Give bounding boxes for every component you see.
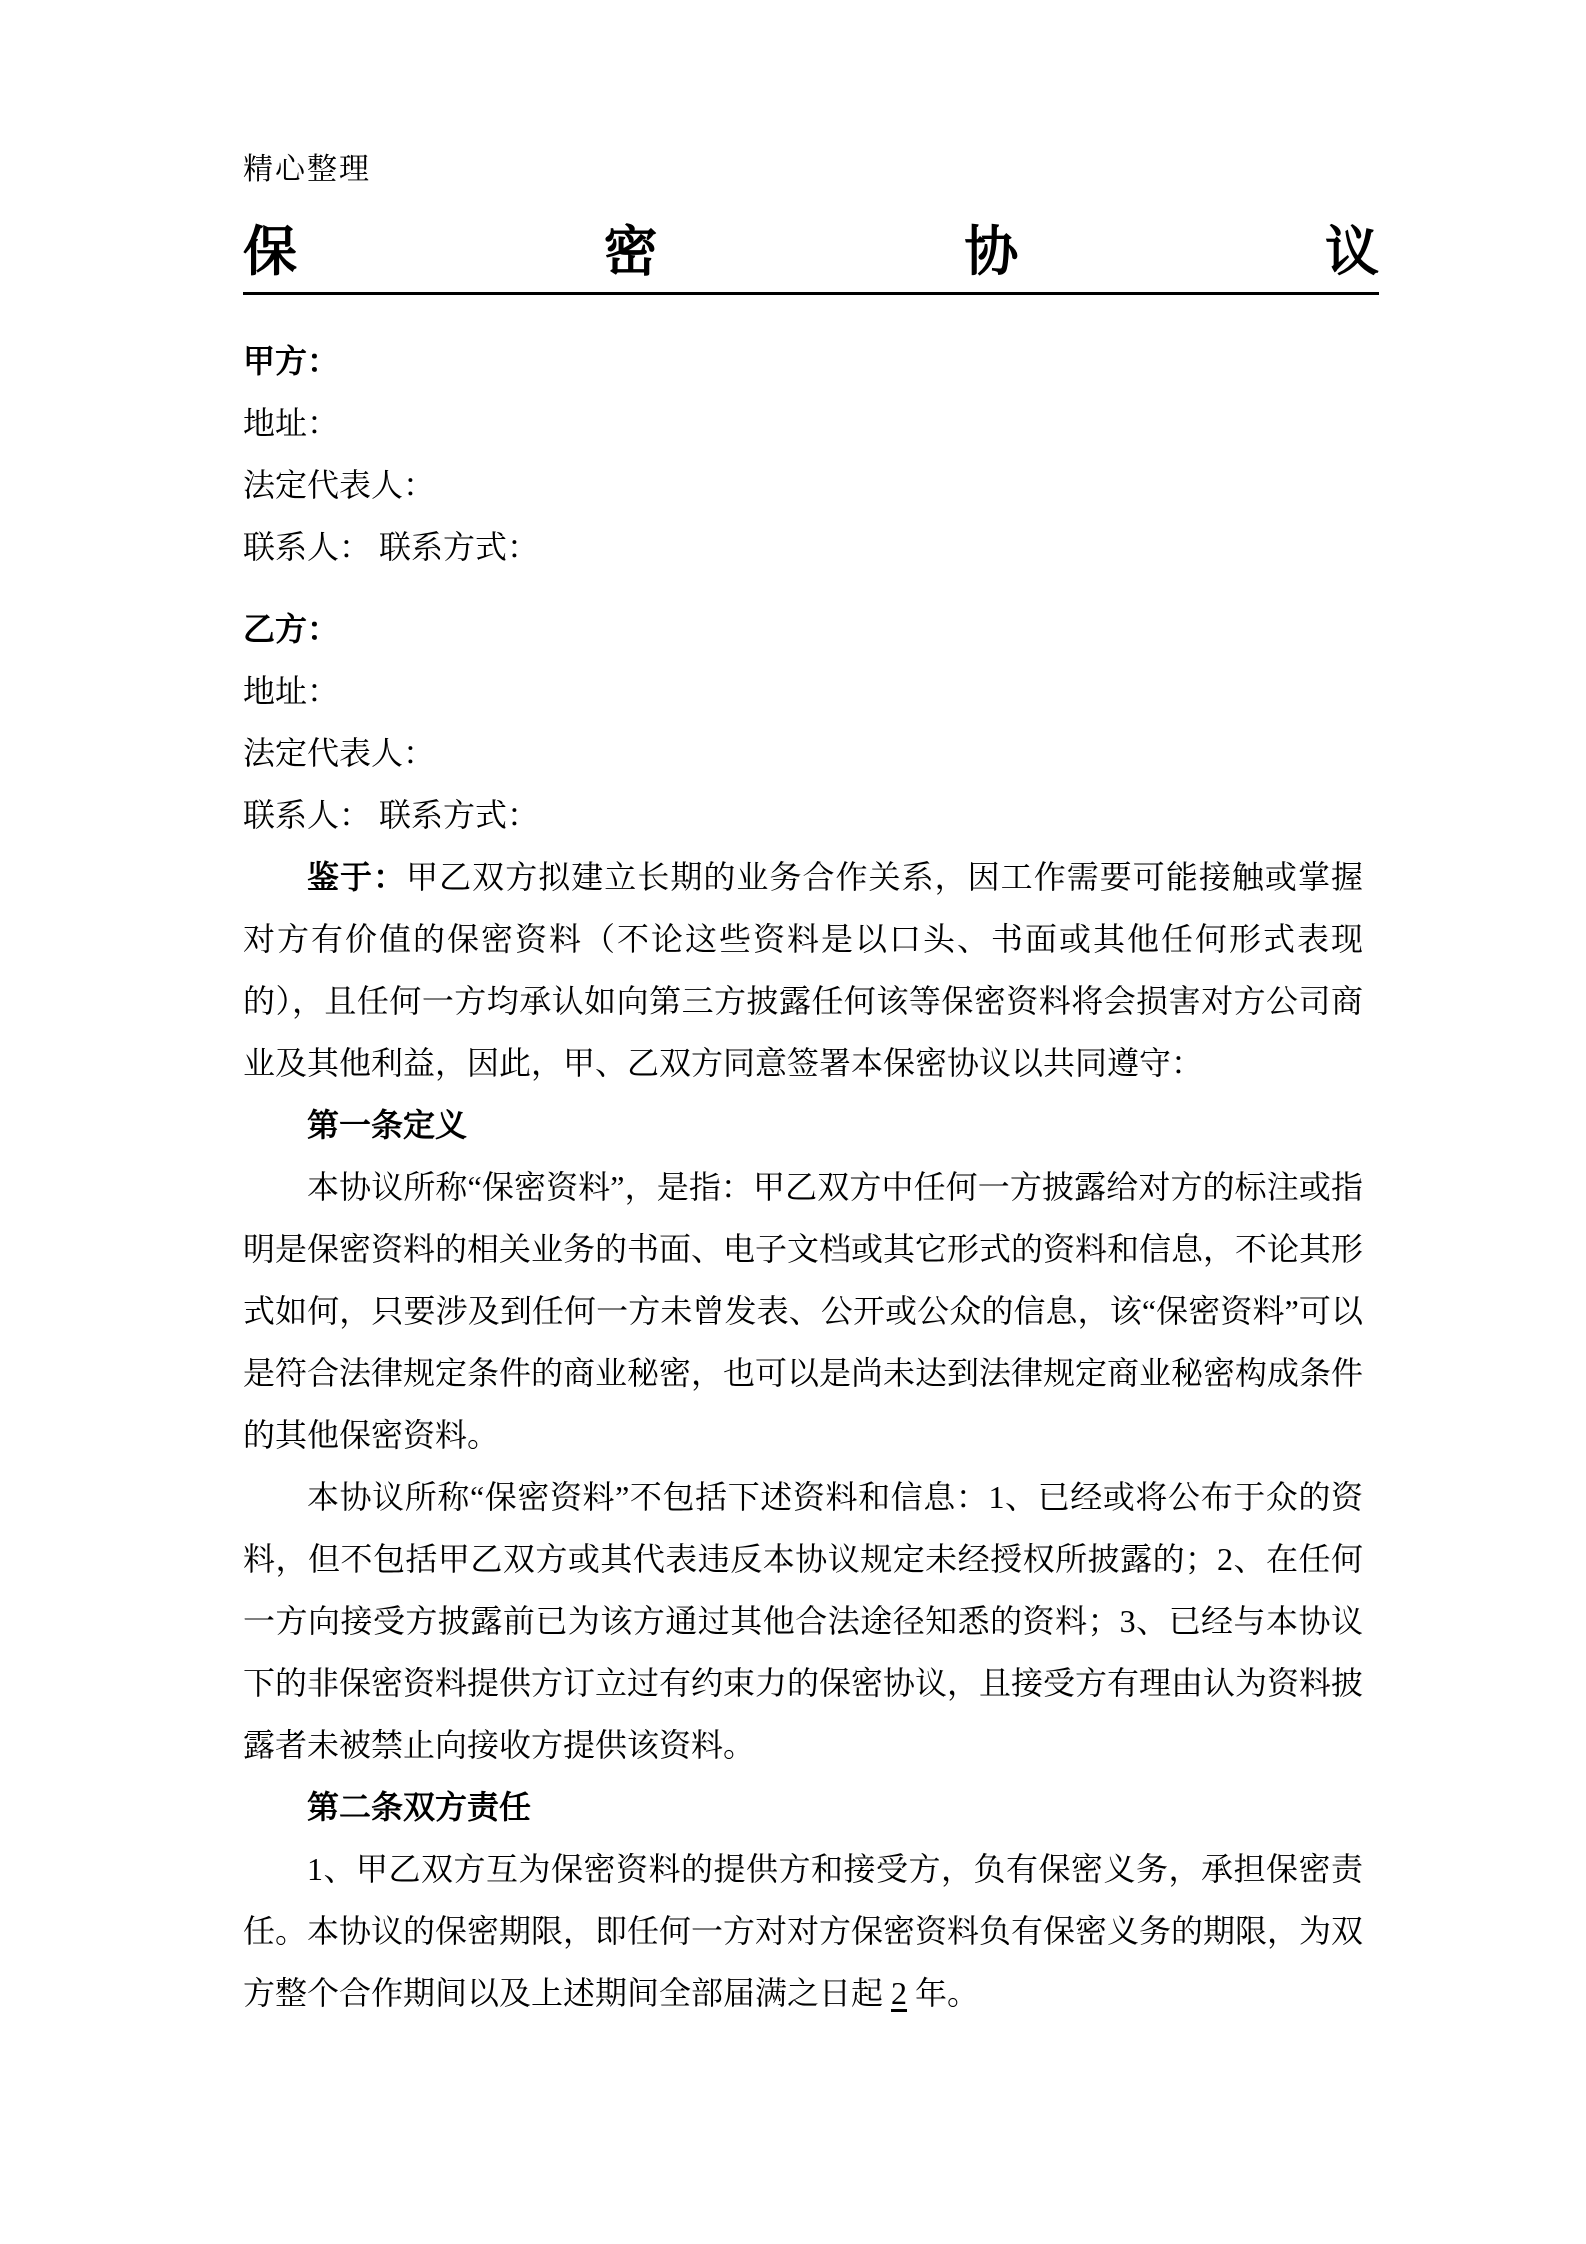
party-b-name-label: 乙方： (243, 611, 340, 647)
article-1-heading: 第一条定义 (307, 1107, 468, 1143)
article-1-paragraph-2: 本协议所称“保密资料”不包括下述资料和信息：1、已经或将公布于众的资料，但不包括甲乙双方或其代表违反本协议规定未经授权所披露的；2、在任何一方向接受方披露前已为该方通过其他合法途径知悉的资料；3、已经与本协议下的非保密资料提供方订立过有约束力的保密协议，且接受方有理由认为资料披露者未被禁止向接收方提供该资料。 (243, 1479, 1364, 1763)
recitals-text: 甲乙双方拟建立长期的业务合作关系，因工作需要可能接触或掌握对方有价值的保密资料（不论这些资料是以口头、书面或其他任何形式表现的），且任何一方均承认如向第三方披露任何该等保密资料将会损害对方公司商业及其他利益，因此，甲、乙双方同意签署本保密协议以共同遵守： (243, 859, 1363, 1081)
term-years-value: 2 (891, 1975, 908, 2011)
party-b-block (243, 598, 1363, 846)
party-b-contact-label: 联系人： 联系方式： (243, 797, 540, 833)
party-a-contact-label: 联系人： 联系方式： (243, 529, 540, 565)
clause-text-suffix: 年。 (907, 1975, 980, 2011)
party-b-legal-rep-label: 法定代表人： (243, 735, 436, 771)
title-char: 议 (1324, 222, 1379, 282)
recitals-lead: 鉴于： (307, 859, 407, 895)
article-2-clause-1 (243, 1838, 1363, 2024)
party-a-legal-rep-label: 法定代表人： (243, 467, 436, 503)
title-char: 保 (243, 222, 297, 282)
party-b-address-label: 地址： (243, 673, 340, 709)
header-note: 精心整理 (243, 153, 371, 186)
title-char: 密 (603, 222, 658, 282)
article-1-paragraph-1: 本协议所称“保密资料”，是指：甲乙双方中任何一方披露给对方的标注或指明是保密资料的相关业务的书面、电子文档或其它形式的资料和信息，不论其形式如何，只要涉及到任何一方未曾发表、公开或公众的信息，该“保密资料”可以是符合法律规定条件的商业秘密，也可以是尚未达到法律规定商业秘密构成条件的其他保密资料。 (243, 1169, 1364, 1453)
party-a-block (243, 330, 1363, 578)
party-a-name-label: 甲方： (243, 343, 340, 379)
document-title (243, 220, 1379, 295)
party-a-address-label: 地址： (243, 405, 340, 441)
clause-text: 1、甲乙双方互为保密资料的提供方和接受方，负有保密义务，承担保密责任。本协议的保密期限，即任何一方对对方保密资料负有保密义务的期限，为双方整个合作期间以及上述期间全部届满之日起 (243, 1851, 1364, 2011)
recitals-paragraph (243, 846, 1363, 1094)
title-char: 协 (964, 222, 1019, 282)
article-2-heading: 第二条双方责任 (307, 1789, 532, 1825)
